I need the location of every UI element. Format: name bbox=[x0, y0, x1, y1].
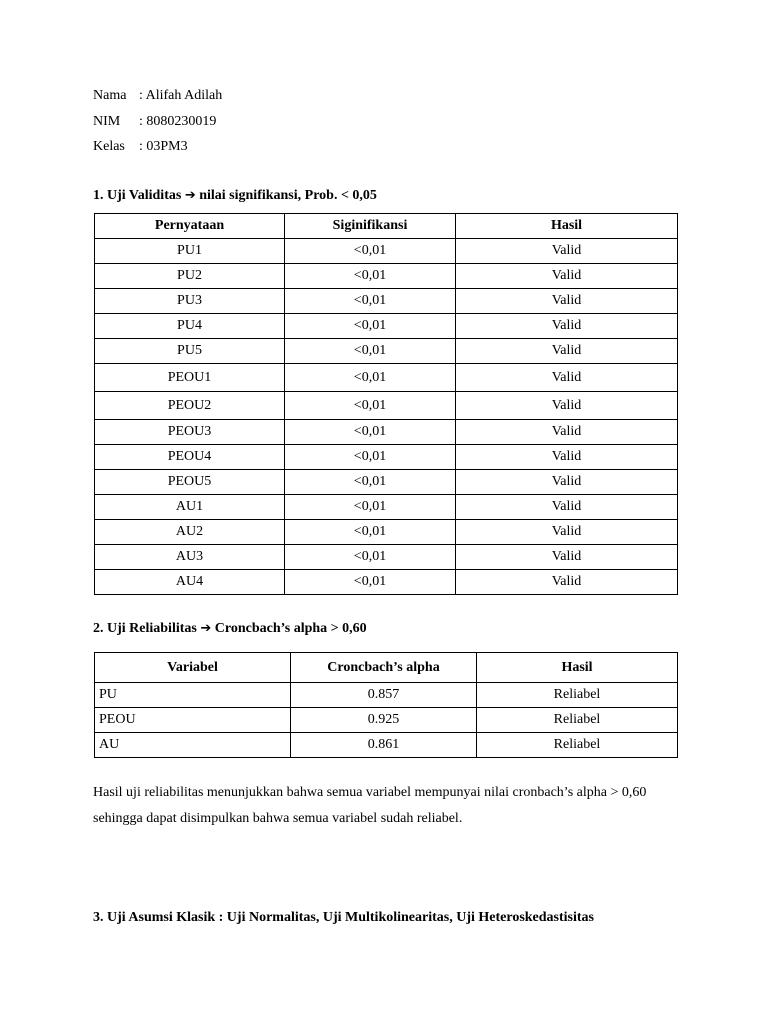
validity-header-row bbox=[95, 214, 678, 239]
table-cell: AU3 bbox=[95, 545, 285, 570]
table-cell: Valid bbox=[456, 545, 678, 570]
table-cell: Valid bbox=[456, 264, 678, 289]
table-cell: Valid bbox=[456, 289, 678, 314]
table-cell: Valid bbox=[456, 364, 678, 392]
table-row bbox=[95, 264, 678, 289]
table-cell: Valid bbox=[456, 495, 678, 520]
table-cell: <0,01 bbox=[285, 545, 456, 570]
reliability-header-cell: Croncbach’s alpha bbox=[291, 653, 477, 683]
table-row bbox=[95, 470, 678, 495]
table-cell: Valid bbox=[456, 570, 678, 595]
table-cell: PEOU bbox=[95, 708, 291, 733]
table-cell: Valid bbox=[456, 314, 678, 339]
table-cell: 0.857 bbox=[291, 683, 477, 708]
table-row bbox=[95, 420, 678, 445]
table-row bbox=[95, 733, 678, 758]
table-cell: <0,01 bbox=[285, 289, 456, 314]
arrow-right-icon: ➔ bbox=[200, 621, 212, 636]
table-cell: Valid bbox=[456, 392, 678, 420]
table-cell: <0,01 bbox=[285, 239, 456, 264]
table-cell: <0,01 bbox=[285, 264, 456, 289]
table-row bbox=[95, 495, 678, 520]
table-row bbox=[95, 520, 678, 545]
table-cell: 0.861 bbox=[291, 733, 477, 758]
nim-row bbox=[93, 111, 222, 137]
table-cell: Reliabel bbox=[477, 708, 678, 733]
arrow-right-icon: ➔ bbox=[184, 188, 196, 203]
kelas-label: Kelas bbox=[93, 139, 125, 154]
table-cell: Valid bbox=[456, 445, 678, 470]
table-cell: PEOU5 bbox=[95, 470, 285, 495]
section2-heading-pre: 2. Uji Reliabilitas bbox=[93, 621, 197, 636]
section1-heading-post: nilai signifikansi, Prob. < 0,05 bbox=[199, 188, 377, 203]
table-cell: Valid bbox=[456, 520, 678, 545]
table-cell: <0,01 bbox=[285, 392, 456, 420]
table-cell: <0,01 bbox=[285, 314, 456, 339]
validity-header-cell: Hasil bbox=[456, 214, 678, 239]
table-row bbox=[95, 545, 678, 570]
validity-table bbox=[94, 213, 678, 595]
table-cell: Valid bbox=[456, 470, 678, 495]
section1-heading-pre: 1. Uji Validitas bbox=[93, 188, 182, 203]
section1-heading bbox=[93, 188, 377, 204]
reliability-conclusion: Hasil uji reliabilitas menunjukkan bahwa semua variabel mempunyai nilai cronbach’s alpha > 0,60 sehingga dapat disimpulkan bahwa semua variabel sudah reliabel. bbox=[93, 785, 647, 826]
table-cell: PU bbox=[95, 683, 291, 708]
nama-row bbox=[93, 85, 222, 111]
table-cell: AU1 bbox=[95, 495, 285, 520]
section2-heading-post: Croncbach’s alpha > 0,60 bbox=[214, 621, 367, 636]
table-cell: PU5 bbox=[95, 339, 285, 364]
table-cell: AU bbox=[95, 733, 291, 758]
validity-header-cell: Pernyataan bbox=[95, 214, 285, 239]
table-cell: Reliabel bbox=[477, 683, 678, 708]
table-cell: <0,01 bbox=[285, 470, 456, 495]
validity-header-cell: Siginifikansi bbox=[285, 214, 456, 239]
table-cell: AU2 bbox=[95, 520, 285, 545]
table-cell: <0,01 bbox=[285, 364, 456, 392]
nama-value: : Alifah Adilah bbox=[139, 88, 223, 103]
table-cell: PEOU3 bbox=[95, 420, 285, 445]
table-cell: <0,01 bbox=[285, 445, 456, 470]
table-row bbox=[95, 683, 678, 708]
table-cell: <0,01 bbox=[285, 570, 456, 595]
table-cell: Valid bbox=[456, 420, 678, 445]
table-row bbox=[95, 339, 678, 364]
reliability-header-cell: Hasil bbox=[477, 653, 678, 683]
nim-value: : 8080230019 bbox=[139, 113, 217, 129]
student-info bbox=[93, 85, 222, 162]
table-cell: <0,01 bbox=[285, 520, 456, 545]
table-cell: PEOU2 bbox=[95, 392, 285, 420]
table-cell: Valid bbox=[456, 339, 678, 364]
table-cell: PEOU4 bbox=[95, 445, 285, 470]
table-cell: Reliabel bbox=[477, 733, 678, 758]
table-row bbox=[95, 314, 678, 339]
table-cell: PU2 bbox=[95, 264, 285, 289]
table-cell: PU1 bbox=[95, 239, 285, 264]
nim-label: NIM bbox=[93, 113, 121, 129]
table-cell: <0,01 bbox=[285, 339, 456, 364]
reliability-header-cell: Variabel bbox=[95, 653, 291, 683]
table-row bbox=[95, 570, 678, 595]
table-cell: <0,01 bbox=[285, 495, 456, 520]
section3-heading: 3. Uji Asumsi Klasik : Uji Normalitas, Uji Multikolinearitas, Uji Heteroskedastisitas bbox=[93, 910, 595, 925]
kelas-value: : 03PM3 bbox=[139, 139, 188, 154]
reliability-table bbox=[94, 652, 678, 758]
table-cell: 0.925 bbox=[291, 708, 477, 733]
nama-label: Nama bbox=[93, 88, 127, 103]
table-row bbox=[95, 364, 678, 392]
section2-heading bbox=[93, 621, 367, 637]
table-row bbox=[95, 445, 678, 470]
table-cell: PEOU1 bbox=[95, 364, 285, 392]
table-cell: Valid bbox=[456, 239, 678, 264]
reliability-header-row bbox=[95, 653, 678, 683]
table-row bbox=[95, 708, 678, 733]
table-cell: PU3 bbox=[95, 289, 285, 314]
table-cell: AU4 bbox=[95, 570, 285, 595]
table-row bbox=[95, 289, 678, 314]
table-cell: <0,01 bbox=[285, 420, 456, 445]
kelas-row bbox=[93, 136, 222, 162]
table-row bbox=[95, 392, 678, 420]
table-cell: PU4 bbox=[95, 314, 285, 339]
table-row bbox=[95, 239, 678, 264]
